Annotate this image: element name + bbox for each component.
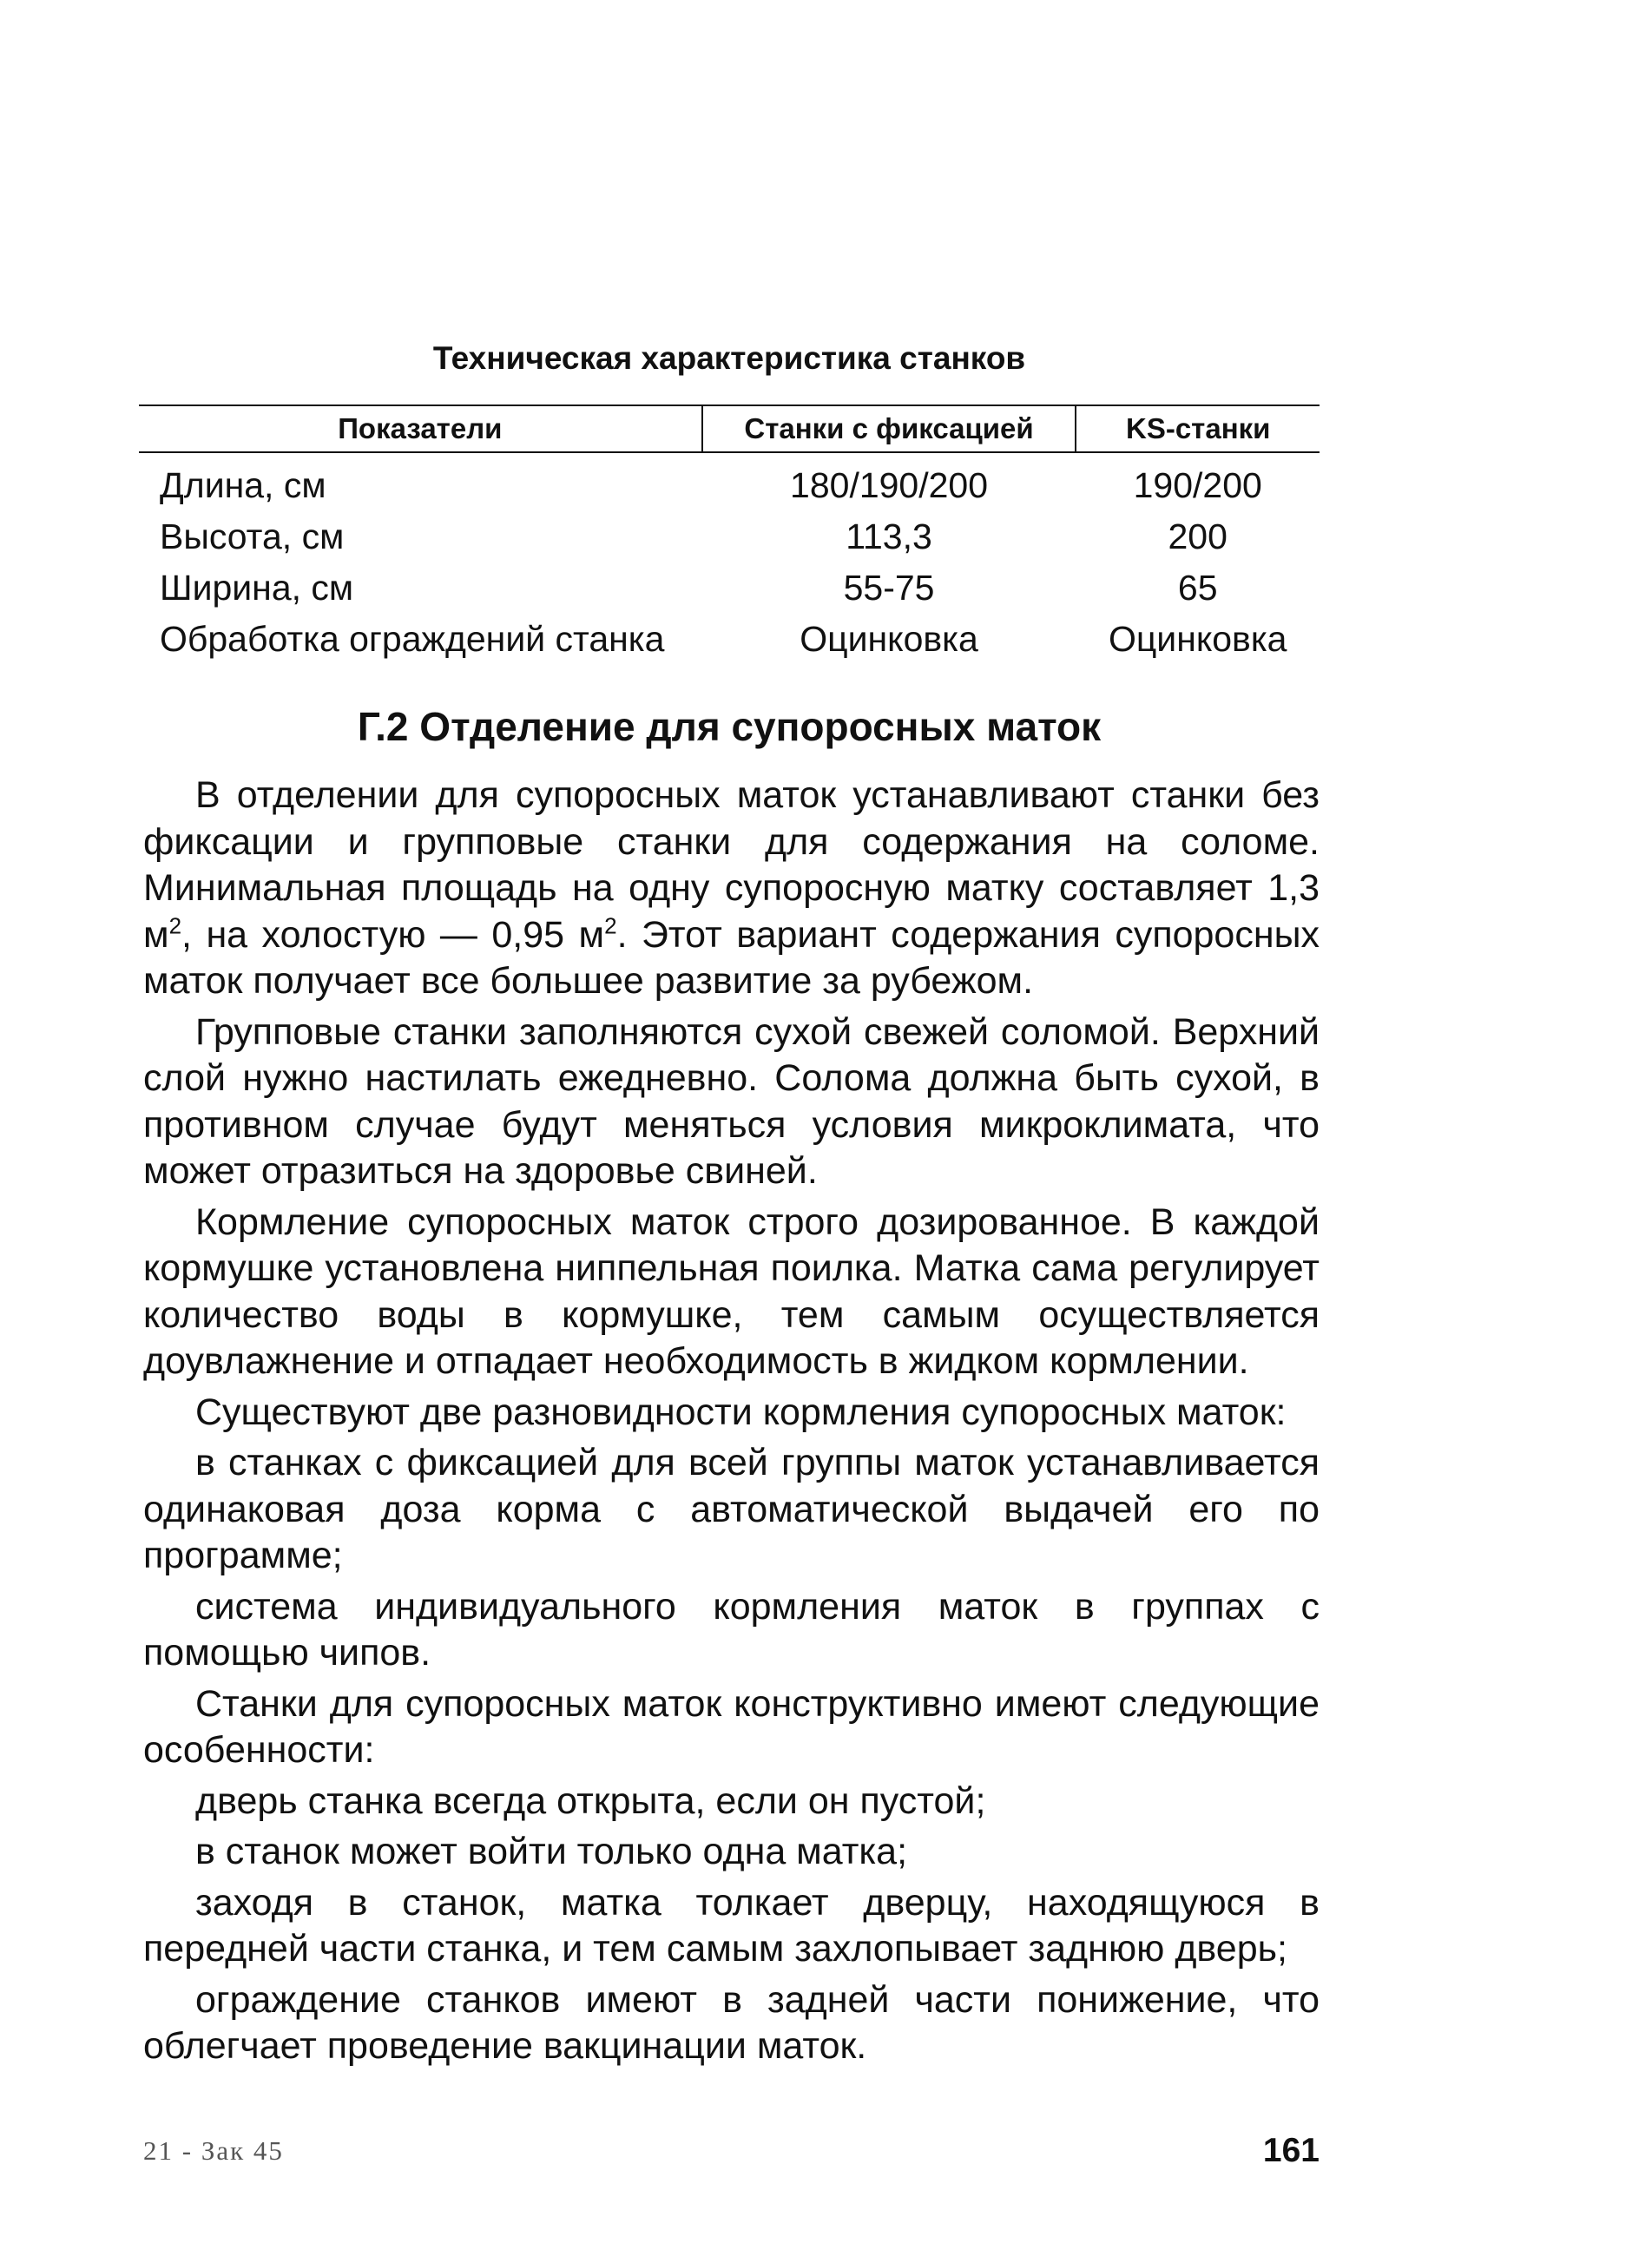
paragraph-11: ограждение станков имеют в задней части понижение, что облегчает проведение вакцинации маток. [143, 1978, 1320, 2067]
tech-spec-table [139, 405, 1320, 665]
cell-fixed: 113,3 [846, 516, 932, 556]
paragraph-3: Кормление супоросных маток строго дозированное. В каждой кормушке установлена ниппельная поилка. Матка сама регулирует количество воды в кормушке, тем самым осуществляется доувлажнение и отпадает необходимость в жидком кормлении. [143, 1200, 1320, 1382]
table-caption: Техническая характеристика станков [432, 340, 1026, 376]
row-label: Высота, см [160, 516, 345, 556]
paragraph-1 [143, 773, 1320, 1005]
header-ks-stalls: KS-станки [1076, 405, 1320, 452]
cell-ks: Оцинковка [1108, 619, 1287, 659]
section-heading: Г.2 Отделение для супоросных маток [357, 704, 1102, 749]
superscript: 2 [604, 912, 617, 939]
cell-ks: 200 [1168, 516, 1227, 556]
page-number: 161 [1262, 2132, 1320, 2169]
table-header-row [139, 405, 1320, 452]
paragraph-2: Групповые станки заполняются сухой свежей соломой. Верхний слой нужно настилать ежедневно. Солома должна быть сухой, в противном случае будут меняться условия микроклимата, что может отразиться на здоровье свиней. [143, 1010, 1320, 1192]
paragraph-10: заходя в станок, матка толкает дверцу, находящуюся в передней части станка, и тем самым захлопывает заднюю дверь; [143, 1881, 1320, 1970]
paragraph-7: Станки для супоросных маток конструктивно имеют следующие особенности: [143, 1682, 1320, 1771]
paragraph-1-part1: В отделении для супоросных маток устанавливают станки без фиксации и групповые станки для содержания на соломе. Минимальная площадь на одну супоросную матку составляет 1,3 м [143, 774, 1320, 956]
paragraph-1-part2: , на холостую — 0,95 м [181, 913, 605, 956]
paragraph-8: дверь станка всегда открыта, если он пустой; [195, 1779, 986, 1822]
superscript: 2 [168, 912, 182, 939]
row-label: Обработка ограждений станка [160, 619, 665, 659]
paragraph-9: в станок может войти только одна матка; [195, 1831, 908, 1872]
table-row [139, 452, 1320, 511]
header-indicators: Показатели [139, 405, 702, 452]
cell-fixed: Оцинковка [800, 619, 978, 659]
cell-fixed: 55-75 [843, 568, 935, 608]
paragraph-1-part3: . Этот вариант содержания супоросных маток получает все большее развитие за рубежом. [143, 913, 1320, 1002]
paragraph-6: система индивидуального кормления маток в группах с помощью чипов. [143, 1585, 1320, 1674]
row-label: Ширина, см [160, 568, 354, 608]
paragraph-5: в станках с фиксацией для всей группы маток устанавливается одинаковая доза корма с автоматической выдачей его по программе; [143, 1442, 1320, 1576]
cell-fixed: 180/190/200 [790, 465, 989, 505]
paragraph-4: Существуют две разновидности кормления супоросных маток: [195, 1391, 1287, 1433]
table-row [139, 511, 1320, 562]
table-row [139, 562, 1320, 614]
body-text [143, 773, 1320, 2075]
printer-signature: 21 - Зак 45 [143, 2135, 284, 2166]
table-row [139, 614, 1320, 665]
cell-ks: 190/200 [1133, 465, 1262, 505]
cell-ks: 65 [1177, 568, 1218, 608]
header-fixed-stalls: Станки с фиксацией [702, 405, 1076, 452]
row-label: Длина, см [160, 465, 326, 505]
